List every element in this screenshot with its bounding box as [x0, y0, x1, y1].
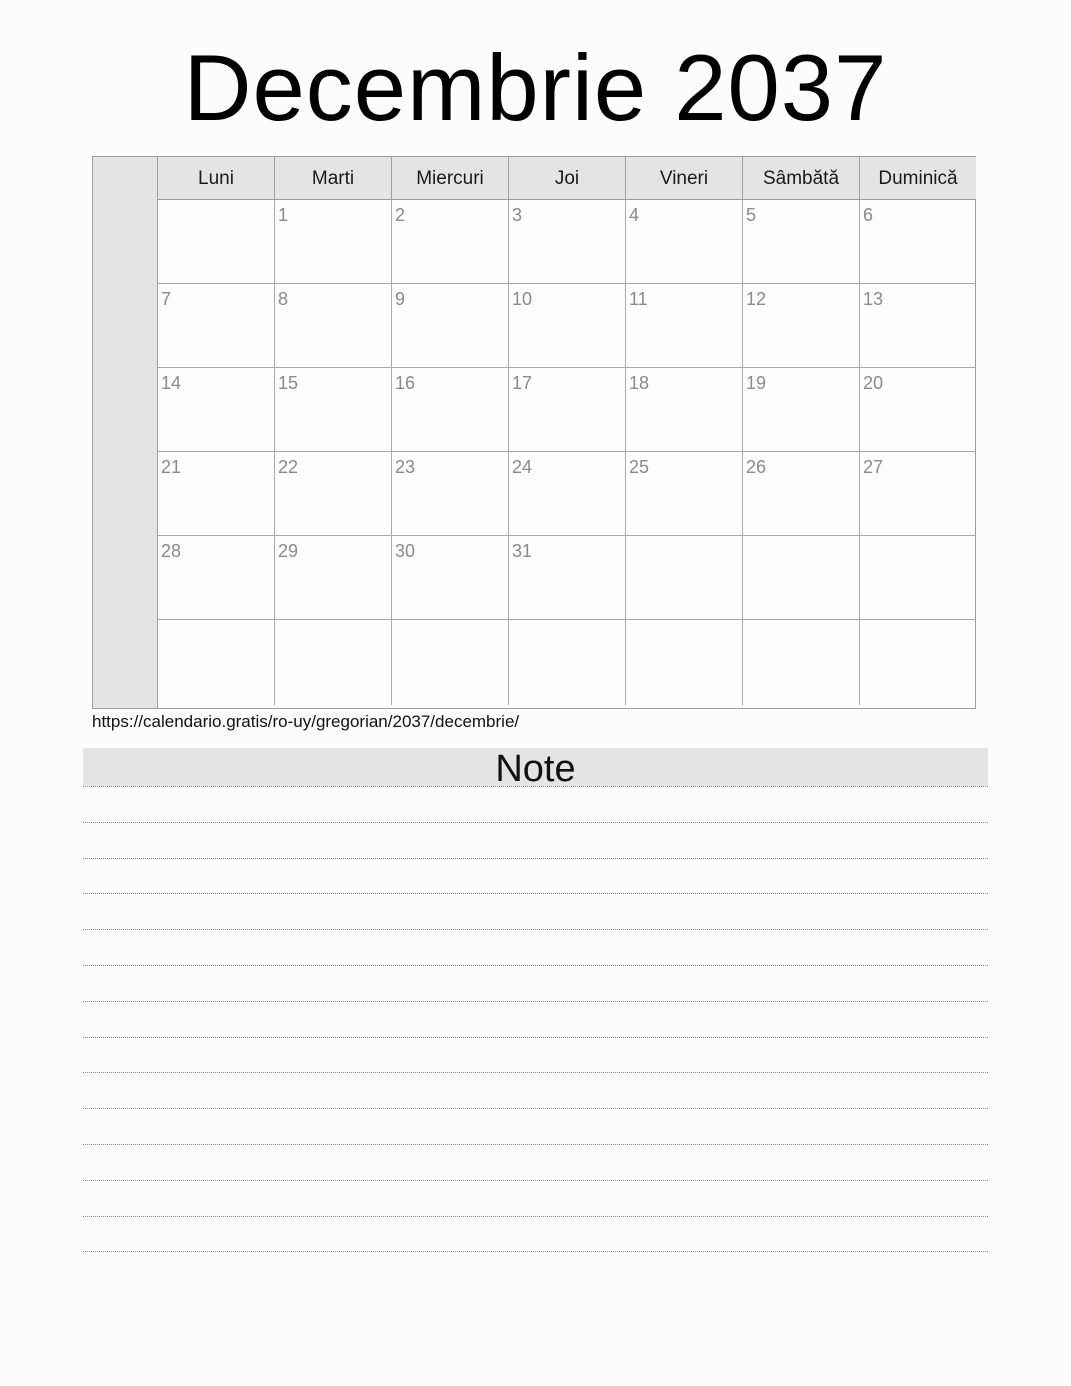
day-cell [158, 452, 275, 535]
week-row [158, 620, 976, 705]
week-row [158, 452, 976, 536]
page-title: Decembrie 2037 [183, 35, 888, 140]
day-number: 28 [161, 541, 182, 561]
day-cell [626, 368, 743, 451]
day-cell [743, 368, 860, 451]
day-number: 30 [395, 541, 416, 561]
day-cell [275, 620, 392, 705]
note-line [83, 1216, 988, 1217]
day-number: 8 [278, 289, 289, 309]
day-cell [158, 536, 275, 619]
day-cell [626, 536, 743, 619]
day-number: 27 [863, 457, 884, 477]
week-row [158, 200, 976, 284]
note-line [83, 929, 988, 930]
day-cell [743, 200, 860, 283]
note-line [83, 858, 988, 859]
day-cell [509, 620, 626, 705]
day-cell [275, 284, 392, 367]
weekday-header: Luni [158, 157, 275, 199]
notes-title: Note [83, 748, 988, 786]
day-cell [626, 620, 743, 705]
day-cell [626, 284, 743, 367]
day-number: 21 [161, 457, 182, 477]
calendar-grid [92, 156, 976, 709]
day-cell [509, 200, 626, 283]
day-cell [158, 200, 275, 283]
day-number: 24 [512, 457, 533, 477]
day-cell [392, 200, 509, 283]
weekday-header: Sâmbătă [743, 157, 860, 199]
day-number: 18 [629, 373, 650, 393]
day-cell [743, 536, 860, 619]
day-number: 2 [395, 205, 406, 225]
day-cell [860, 284, 976, 367]
day-number: 31 [512, 541, 533, 561]
note-line [83, 1180, 988, 1181]
weekday-header: Miercuri [392, 157, 509, 199]
day-cell [275, 368, 392, 451]
weekday-header: Vineri [626, 157, 743, 199]
day-number: 29 [278, 541, 299, 561]
day-cell [158, 284, 275, 367]
weekday-header: Marti [275, 157, 392, 199]
day-cell [392, 284, 509, 367]
day-number: 26 [746, 457, 767, 477]
day-cell [275, 452, 392, 535]
day-number: 5 [746, 205, 757, 225]
day-number: 10 [512, 289, 533, 309]
day-cell [392, 536, 509, 619]
day-cell [743, 284, 860, 367]
day-cell [860, 368, 976, 451]
note-line [83, 1037, 988, 1038]
day-number: 9 [395, 289, 406, 309]
day-number: 6 [863, 205, 874, 225]
day-number: 4 [629, 205, 640, 225]
day-cell [743, 620, 860, 705]
day-cell [392, 452, 509, 535]
day-cell [860, 452, 976, 535]
day-cell [158, 368, 275, 451]
calendar-body [158, 200, 976, 709]
day-number: 19 [746, 373, 767, 393]
week-row [158, 368, 976, 452]
day-cell [158, 620, 275, 705]
day-cell [275, 536, 392, 619]
day-cell [860, 536, 976, 619]
note-line [83, 822, 988, 823]
source-url: https://calendario.gratis/ro-uy/gregorian/2037/decembrie/ [92, 712, 520, 731]
day-cell [743, 452, 860, 535]
day-cell [860, 620, 976, 705]
day-number: 15 [278, 373, 299, 393]
day-number: 7 [161, 289, 172, 309]
day-number: 22 [278, 457, 299, 477]
day-cell [509, 536, 626, 619]
weekday-header: Joi [509, 157, 626, 199]
week-row [158, 284, 976, 368]
weekday-header: Duminică [878, 168, 958, 189]
day-cell [275, 200, 392, 283]
note-line [83, 1108, 988, 1109]
note-line [83, 1001, 988, 1002]
day-cell [392, 368, 509, 451]
day-number: 23 [395, 457, 416, 477]
week-number-column [93, 157, 158, 708]
day-cell [509, 284, 626, 367]
note-line [83, 1251, 988, 1252]
day-number: 13 [863, 289, 884, 309]
note-line [83, 965, 988, 966]
day-number: 14 [161, 373, 182, 393]
day-cell [626, 200, 743, 283]
note-line [83, 893, 988, 894]
day-number: 11 [629, 289, 648, 309]
day-number: 12 [746, 289, 767, 309]
day-number: 1 [278, 205, 289, 225]
note-line [83, 1144, 988, 1145]
note-line [83, 786, 988, 787]
day-cell [392, 620, 509, 705]
day-number: 17 [512, 373, 533, 393]
day-cell [509, 452, 626, 535]
day-number: 3 [512, 205, 523, 225]
weekday-header-row [158, 157, 976, 200]
day-cell [509, 368, 626, 451]
day-number: 20 [863, 373, 884, 393]
day-cell [626, 452, 743, 535]
day-cell [860, 200, 976, 283]
day-number: 16 [395, 373, 416, 393]
day-number: 25 [629, 457, 650, 477]
note-line [83, 1072, 988, 1073]
week-row [158, 536, 976, 620]
